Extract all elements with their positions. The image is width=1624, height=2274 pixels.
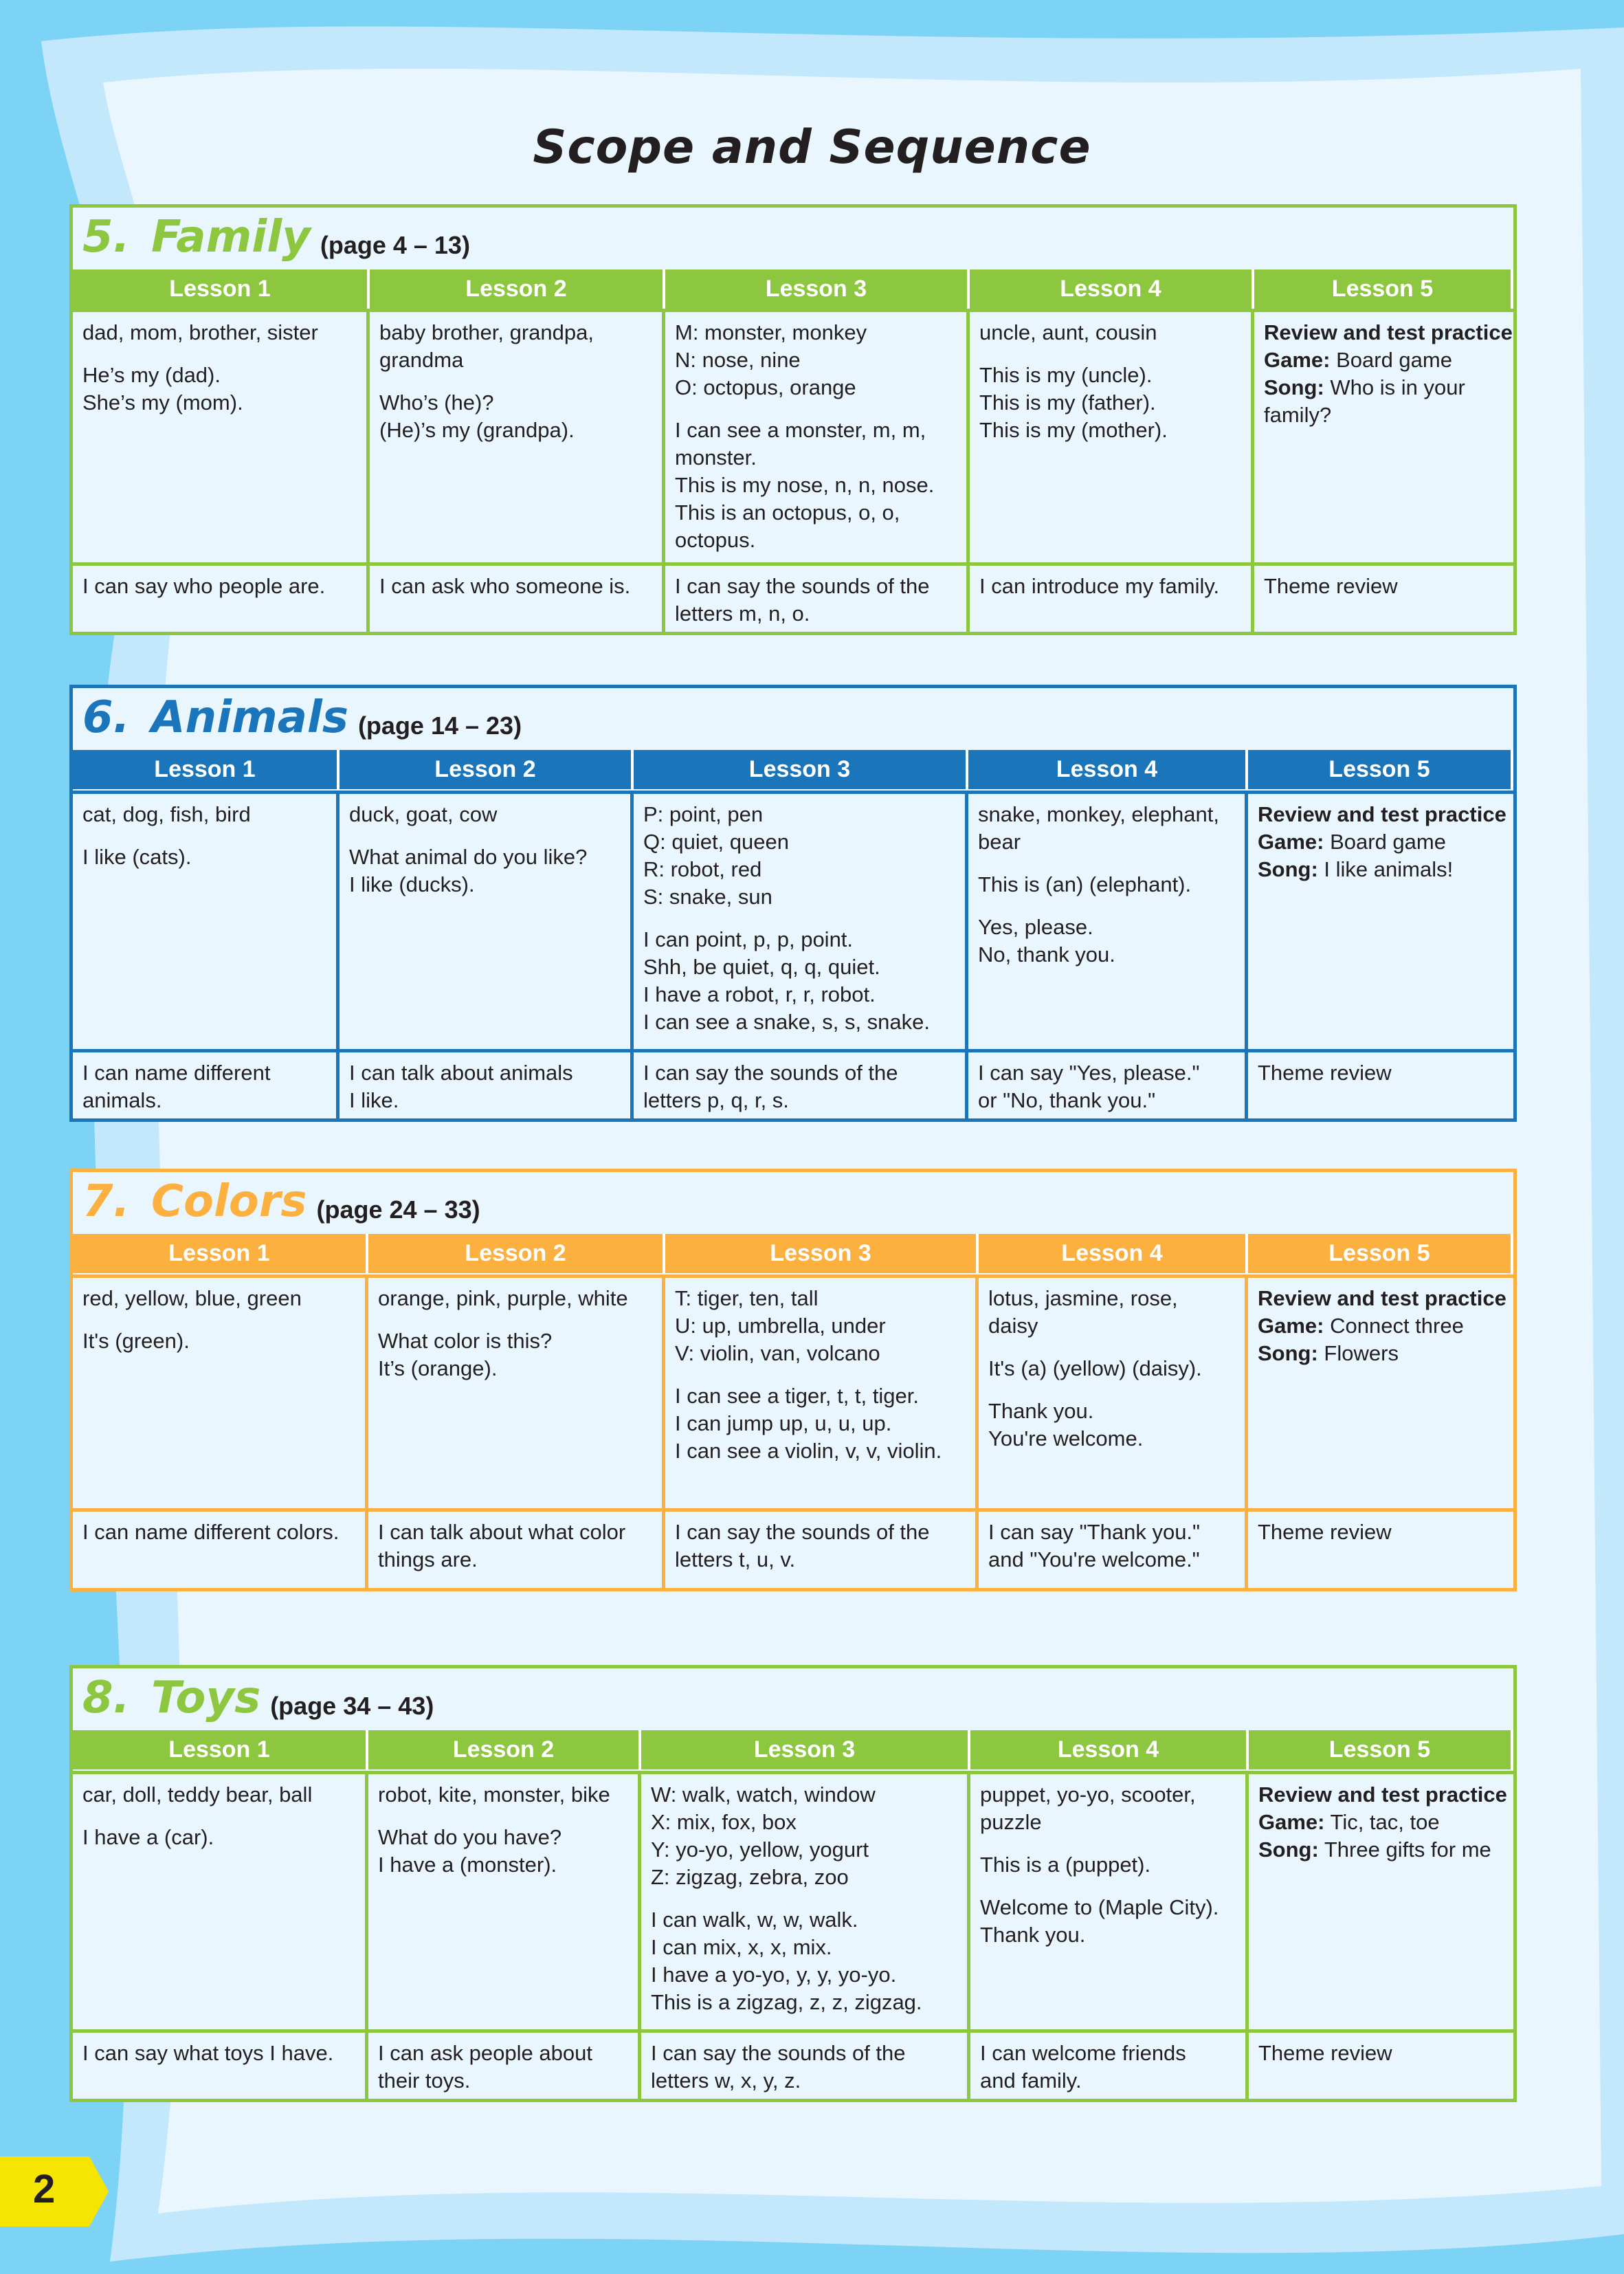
cell-paragraph xyxy=(978,801,1235,856)
cell-line: letters m, n, o. xyxy=(675,601,810,626)
lesson-outcome-cell xyxy=(368,2029,641,2099)
cell-paragraph xyxy=(675,319,957,401)
cell-line: I can ask people about xyxy=(378,2041,592,2065)
cell-line: animals. xyxy=(82,1088,162,1112)
cell-paragraph xyxy=(378,1824,628,1879)
cell-paragraph xyxy=(82,1824,355,1851)
cell-line: letters p, q, r, s. xyxy=(643,1088,789,1112)
lesson-content-cell xyxy=(979,1274,1248,1508)
cell-line: This is (an) (elephant). xyxy=(978,872,1192,896)
cell-paragraph xyxy=(82,1781,355,1809)
unit-pages: (page 4 – 13) xyxy=(320,231,470,259)
lesson-outcome-cell xyxy=(634,1049,968,1118)
cell-line: puzzle xyxy=(980,1810,1042,1834)
cell-line: P: point, pen xyxy=(643,802,764,826)
cell-line: their toys. xyxy=(378,2068,471,2093)
lesson-outcome-cell xyxy=(1248,1508,1513,1588)
cell-line: It's (green). xyxy=(82,1329,190,1353)
cell-line: I can mix, x, x, mix. xyxy=(651,1935,832,1959)
section-header xyxy=(73,208,1513,269)
lesson-outcome-cell xyxy=(1248,1049,1513,1118)
cell-paragraph xyxy=(378,1327,652,1382)
section-header xyxy=(73,1172,1513,1234)
cell-line: I can say what toys I have. xyxy=(82,2041,334,2065)
lesson-outcome-cell xyxy=(665,1508,979,1588)
lesson-table xyxy=(73,269,1513,632)
lesson-content-cell xyxy=(73,1771,368,2029)
cell-line: This is my (father). xyxy=(979,390,1156,415)
cell-line: bear xyxy=(978,830,1021,854)
cell-paragraph xyxy=(978,914,1235,969)
lesson-content-cell xyxy=(1248,791,1513,1049)
cell-line xyxy=(1258,1340,1504,1367)
line-text: I like animals! xyxy=(1317,857,1454,881)
line-text: Who is in your xyxy=(1324,375,1465,399)
lesson-header: Lesson 2 xyxy=(368,1730,641,1769)
cell-line: Thank you. xyxy=(988,1399,1094,1423)
unit-section-toys xyxy=(69,1665,1517,2102)
cell-line xyxy=(1264,374,1504,401)
unit-section-family xyxy=(69,204,1517,635)
cell-line: X: mix, fox, box xyxy=(651,1810,797,1834)
lesson-content-cell xyxy=(73,309,370,562)
cell-line: octopus. xyxy=(675,528,756,552)
section-header xyxy=(73,688,1513,750)
cell-line: What animal do you like? xyxy=(349,845,588,869)
cell-line: Theme review xyxy=(1258,1061,1392,1085)
bold-label: Game: xyxy=(1264,348,1331,372)
cell-paragraph xyxy=(675,1519,966,1574)
cell-line: Who’s (he)? xyxy=(379,390,494,415)
lesson-outcome-cell xyxy=(1249,2029,1513,2099)
cell-paragraph xyxy=(379,319,652,374)
cell-line: I like (ducks). xyxy=(349,872,475,896)
lesson-header: Lesson 4 xyxy=(970,1730,1249,1769)
bold-label: Song: xyxy=(1258,1341,1318,1365)
lesson-content-cell xyxy=(73,791,340,1049)
lesson-content-cell xyxy=(970,309,1254,562)
cell-paragraph xyxy=(82,1327,355,1355)
cell-paragraph xyxy=(643,926,955,1036)
cell-line: Y: yo-yo, yellow, yogurt xyxy=(651,1837,869,1862)
cell-line: Thank you. xyxy=(980,1923,1086,1947)
cell-paragraph xyxy=(980,1781,1236,1836)
lesson-header: Lesson 3 xyxy=(665,269,970,309)
cell-line xyxy=(1258,1312,1504,1340)
cell-line: orange, pink, purple, white xyxy=(378,1286,628,1310)
cell-line: and family. xyxy=(980,2068,1082,2093)
cell-paragraph xyxy=(978,871,1235,898)
lesson-outcome-cell xyxy=(73,1049,340,1118)
cell-paragraph xyxy=(979,573,1241,600)
cell-line: grandma xyxy=(379,348,464,372)
cell-line: I like (cats). xyxy=(82,845,192,869)
cell-line: R: robot, red xyxy=(643,857,762,881)
lesson-header: Lesson 3 xyxy=(665,1234,979,1273)
unit-number: 5. xyxy=(82,212,130,263)
cell-paragraph xyxy=(651,2040,957,2095)
cell-paragraph xyxy=(82,319,357,346)
lesson-outcome-cell xyxy=(970,2029,1249,2099)
cell-line: robot, kite, monster, bike xyxy=(378,1782,610,1807)
cell-line: You're welcome. xyxy=(988,1426,1144,1450)
lesson-header: Lesson 2 xyxy=(368,1234,665,1273)
line-text: Board game xyxy=(1330,348,1452,372)
cell-line: Shh, be quiet, q, q, quiet. xyxy=(643,955,880,979)
cell-paragraph xyxy=(378,2040,628,2095)
cell-line xyxy=(1258,1285,1504,1312)
cell-line xyxy=(1258,856,1504,883)
lesson-header: Lesson 2 xyxy=(370,269,665,309)
cell-line: car, doll, teddy bear, ball xyxy=(82,1782,313,1807)
unit-title: Family xyxy=(151,212,311,263)
lesson-header: Lesson 1 xyxy=(73,750,340,789)
lesson-content-cell xyxy=(634,791,968,1049)
lesson-outcome-cell xyxy=(970,562,1254,632)
cell-paragraph xyxy=(82,362,357,417)
bold-label: Review and test practice xyxy=(1258,1782,1507,1807)
cell-line: I can jump up, u, u, up. xyxy=(675,1411,892,1435)
lesson-outcome-cell xyxy=(979,1508,1248,1588)
cell-line: I can say the sounds of the xyxy=(651,2041,906,2065)
lesson-outcome-cell xyxy=(968,1049,1248,1118)
cell-line: This is my (mother). xyxy=(979,418,1168,442)
lesson-outcome-cell xyxy=(368,1508,665,1588)
lesson-header: Lesson 5 xyxy=(1248,750,1513,789)
cell-paragraph xyxy=(82,1519,355,1546)
cell-line: lotus, jasmine, rose, xyxy=(988,1286,1178,1310)
line-text: Connect three xyxy=(1324,1314,1464,1338)
cell-paragraph xyxy=(82,2040,355,2067)
cell-paragraph xyxy=(349,801,621,828)
lesson-outcome-cell xyxy=(1254,562,1513,632)
cell-line: I can say the sounds of the xyxy=(643,1061,898,1085)
cell-paragraph xyxy=(82,1285,355,1312)
cell-paragraph xyxy=(978,1059,1235,1114)
cell-line: things are. xyxy=(378,1547,478,1571)
cell-line: This is my (uncle). xyxy=(979,363,1153,387)
cell-line xyxy=(1258,1809,1504,1836)
cell-paragraph xyxy=(988,1519,1235,1574)
cell-line xyxy=(1258,828,1504,856)
cell-paragraph xyxy=(643,801,955,911)
cell-line: I can point, p, p, point. xyxy=(643,927,854,951)
cell-line: I have a robot, r, r, robot. xyxy=(643,982,876,1006)
unit-pages: (page 24 – 33) xyxy=(316,1195,480,1224)
lesson-table xyxy=(73,1730,1513,2099)
cell-line: I can ask who someone is. xyxy=(379,574,631,598)
line-text: Three gifts for me xyxy=(1318,1837,1491,1862)
cell-line: I can say the sounds of the xyxy=(675,574,930,598)
cell-paragraph xyxy=(675,417,957,554)
cell-line: I can say who people are. xyxy=(82,574,326,598)
cell-line: She’s my (mom). xyxy=(82,390,243,415)
cell-line: S: snake, sun xyxy=(643,885,772,909)
cell-line: (He)’s my (grandpa). xyxy=(379,418,575,442)
lesson-outcome-cell xyxy=(665,562,970,632)
bold-label: Song: xyxy=(1264,375,1324,399)
lesson-header: Lesson 2 xyxy=(340,750,634,789)
lesson-content-cell xyxy=(73,1274,368,1508)
page-number: 2 xyxy=(33,2167,56,2211)
cell-line: I have a yo-yo, y, y, yo-yo. xyxy=(651,1963,897,1987)
bold-label: Song: xyxy=(1258,857,1318,881)
cell-line: Welcome to (Maple City). xyxy=(980,1895,1219,1919)
cell-line: He’s my (dad). xyxy=(82,363,221,387)
section-header xyxy=(73,1668,1513,1730)
lesson-content-cell xyxy=(665,309,970,562)
cell-line: I can name different colors. xyxy=(82,1520,340,1544)
cell-line: uncle, aunt, cousin xyxy=(979,320,1157,344)
unit-number: 7. xyxy=(82,1176,130,1227)
lesson-content-cell xyxy=(340,791,634,1049)
cell-paragraph xyxy=(378,1519,652,1574)
cell-line: red, yellow, blue, green xyxy=(82,1286,302,1310)
cell-line: I have a (monster). xyxy=(378,1853,557,1877)
lesson-header: Lesson 1 xyxy=(73,1234,368,1273)
cell-line: N: nose, nine xyxy=(675,348,801,372)
lesson-outcome-cell xyxy=(73,1508,368,1588)
cell-paragraph xyxy=(1258,1285,1504,1367)
lesson-content-cell xyxy=(1249,1771,1513,2029)
unit-title: Toys xyxy=(151,1673,261,1723)
cell-paragraph xyxy=(379,389,652,444)
cell-line xyxy=(1258,801,1504,828)
cell-paragraph xyxy=(82,1059,326,1114)
cell-line: dad, mom, brother, sister xyxy=(82,320,318,344)
cell-line: puppet, yo-yo, scooter, xyxy=(980,1782,1196,1807)
cell-line: I can say the sounds of the xyxy=(675,1520,930,1544)
bold-label: Review and test practice xyxy=(1258,1286,1506,1310)
cell-paragraph xyxy=(349,843,621,898)
line-text: Flowers xyxy=(1317,1341,1399,1365)
cell-line: I can talk about what color xyxy=(378,1520,626,1544)
cell-line: This is a zigzag, z, z, zigzag. xyxy=(651,1990,922,2014)
unit-section-colors xyxy=(69,1169,1517,1591)
cell-line: What do you have? xyxy=(378,1825,562,1849)
cell-line: No, thank you. xyxy=(978,942,1115,967)
cell-line: duck, goat, cow xyxy=(349,802,498,826)
cell-paragraph xyxy=(980,1851,1236,1879)
lesson-content-cell xyxy=(370,309,665,562)
bold-label: Review and test practice xyxy=(1264,320,1513,344)
cell-line: U: up, umbrella, under xyxy=(675,1314,886,1338)
cell-paragraph xyxy=(82,801,326,828)
page-title: Scope and Sequence xyxy=(533,120,1091,175)
cell-line: I can say "Yes, please." xyxy=(978,1061,1200,1085)
cell-line: O: octopus, orange xyxy=(675,375,856,399)
cell-line: I can see a monster, m, m, xyxy=(675,418,926,442)
cell-line xyxy=(1258,1836,1504,1864)
cell-line xyxy=(1264,346,1504,374)
lesson-content-cell xyxy=(641,1771,970,2029)
lesson-table xyxy=(73,1234,1513,1588)
bold-label: Game: xyxy=(1258,1314,1324,1338)
cell-line: M: monster, monkey xyxy=(675,320,867,344)
lesson-content-cell xyxy=(1254,309,1513,562)
unit-title: Colors xyxy=(151,1176,307,1227)
lesson-header: Lesson 4 xyxy=(979,1234,1248,1273)
line-text: Board game xyxy=(1324,830,1446,854)
cell-paragraph xyxy=(379,573,652,600)
cell-paragraph xyxy=(1264,573,1504,600)
cell-paragraph xyxy=(651,1781,957,1891)
cell-line: daisy xyxy=(988,1314,1038,1338)
cell-line: W: walk, watch, window xyxy=(651,1782,876,1807)
lesson-header: Lesson 3 xyxy=(634,750,968,789)
lesson-content-cell xyxy=(368,1274,665,1508)
cell-line: I can see a violin, v, v, violin. xyxy=(675,1439,942,1463)
cell-line: I can walk, w, w, walk. xyxy=(651,1908,858,1932)
unit-pages: (page 34 – 43) xyxy=(270,1692,434,1720)
bold-label: Game: xyxy=(1258,1810,1325,1834)
cell-line xyxy=(1258,1781,1507,1809)
cell-line: snake, monkey, elephant, xyxy=(978,802,1219,826)
cell-paragraph xyxy=(988,1355,1235,1382)
cell-paragraph xyxy=(378,1285,652,1312)
cell-paragraph xyxy=(651,1906,957,2016)
cell-line: This is a (puppet). xyxy=(980,1853,1151,1877)
cell-paragraph xyxy=(349,1059,621,1114)
cell-line: monster. xyxy=(675,445,757,470)
unit-number: 8. xyxy=(82,1673,130,1723)
cell-line: This is an octopus, o, o, xyxy=(675,500,900,525)
cell-paragraph xyxy=(988,1398,1235,1453)
lesson-header: Lesson 5 xyxy=(1254,269,1513,309)
cell-paragraph xyxy=(82,573,357,600)
cell-line: This is my nose, n, n, nose. xyxy=(675,473,935,497)
lesson-header: Lesson 4 xyxy=(968,750,1248,789)
cell-paragraph xyxy=(675,573,957,628)
lesson-header: Lesson 1 xyxy=(73,1730,368,1769)
bold-label: Song: xyxy=(1258,1837,1319,1862)
lesson-header: Lesson 5 xyxy=(1248,1234,1513,1273)
bold-label: Review and test practice xyxy=(1258,802,1506,826)
cell-paragraph xyxy=(1258,1519,1504,1546)
lesson-content-cell xyxy=(970,1771,1249,2029)
cell-line: It’s (orange). xyxy=(378,1356,498,1380)
bold-label: Game: xyxy=(1258,830,1324,854)
cell-paragraph xyxy=(1258,801,1504,883)
cell-line: family? xyxy=(1264,403,1332,427)
lesson-outcome-cell xyxy=(73,2029,368,2099)
cell-paragraph xyxy=(378,1781,628,1809)
cell-line: cat, dog, fish, bird xyxy=(82,802,251,826)
lesson-content-cell xyxy=(1248,1274,1513,1508)
lesson-outcome-cell xyxy=(73,562,370,632)
lesson-header: Lesson 4 xyxy=(970,269,1254,309)
page-number-badge xyxy=(0,2156,110,2227)
cell-line: I like. xyxy=(349,1088,399,1112)
cell-line xyxy=(1264,319,1513,346)
cell-line: Z: zigzag, zebra, zoo xyxy=(651,1865,849,1889)
cell-line: letters t, u, v. xyxy=(675,1547,796,1571)
cell-line: I can say "Thank you." xyxy=(988,1520,1201,1544)
cell-paragraph xyxy=(1258,1781,1507,1864)
cell-line: Theme review xyxy=(1258,2041,1392,2065)
cell-line: Theme review xyxy=(1258,1520,1392,1544)
cell-line: I have a (car). xyxy=(82,1825,214,1849)
cell-line: It's (a) (yellow) (daisy). xyxy=(988,1356,1202,1380)
unit-number: 6. xyxy=(82,692,130,743)
cell-paragraph xyxy=(988,1285,1235,1340)
lesson-header: Lesson 5 xyxy=(1249,1730,1513,1769)
cell-paragraph xyxy=(1258,1059,1504,1087)
unit-pages: (page 14 – 23) xyxy=(357,711,522,740)
cell-line: baby brother, grandpa, xyxy=(379,320,594,344)
cell-paragraph xyxy=(979,319,1241,346)
cell-line: What color is this? xyxy=(378,1329,553,1353)
cell-paragraph xyxy=(1264,319,1513,429)
cell-line: I can introduce my family. xyxy=(979,574,1220,598)
lesson-table xyxy=(73,750,1513,1118)
cell-line: Yes, please. xyxy=(978,915,1093,939)
cell-line: or "No, thank you." xyxy=(978,1088,1156,1112)
line-text: Tic, tac, toe xyxy=(1324,1810,1440,1834)
cell-line: I can welcome friends xyxy=(980,2041,1186,2065)
cell-paragraph xyxy=(675,1285,966,1367)
cell-line: Q: quiet, queen xyxy=(643,830,789,854)
lesson-outcome-cell xyxy=(641,2029,970,2099)
lesson-header: Lesson 3 xyxy=(641,1730,970,1769)
cell-paragraph xyxy=(980,1894,1236,1949)
lesson-outcome-cell xyxy=(370,562,665,632)
lesson-header: Lesson 1 xyxy=(73,269,370,309)
cell-paragraph xyxy=(1258,2040,1504,2067)
cell-line: I can talk about animals xyxy=(349,1061,573,1085)
lesson-content-cell xyxy=(665,1274,979,1508)
cell-paragraph xyxy=(980,2040,1236,2095)
cell-line: Theme review xyxy=(1264,574,1398,598)
cell-line: I can see a tiger, t, t, tiger. xyxy=(675,1384,919,1408)
cell-paragraph xyxy=(979,362,1241,444)
cell-line: V: violin, van, volcano xyxy=(675,1341,880,1365)
lesson-content-cell xyxy=(368,1771,641,2029)
cell-line: letters w, x, y, z. xyxy=(651,2068,801,2093)
cell-line: and "You're welcome." xyxy=(988,1547,1200,1571)
cell-paragraph xyxy=(643,1059,955,1114)
lesson-content-cell xyxy=(968,791,1248,1049)
unit-section-animals xyxy=(69,685,1517,1122)
cell-paragraph xyxy=(675,1382,966,1465)
cell-paragraph xyxy=(82,843,326,871)
cell-line: T: tiger, ten, tall xyxy=(675,1286,819,1310)
cell-line: I can see a snake, s, s, snake. xyxy=(643,1010,931,1034)
lesson-outcome-cell xyxy=(340,1049,634,1118)
unit-title: Animals xyxy=(151,692,348,743)
cell-line: I can name different xyxy=(82,1061,271,1085)
